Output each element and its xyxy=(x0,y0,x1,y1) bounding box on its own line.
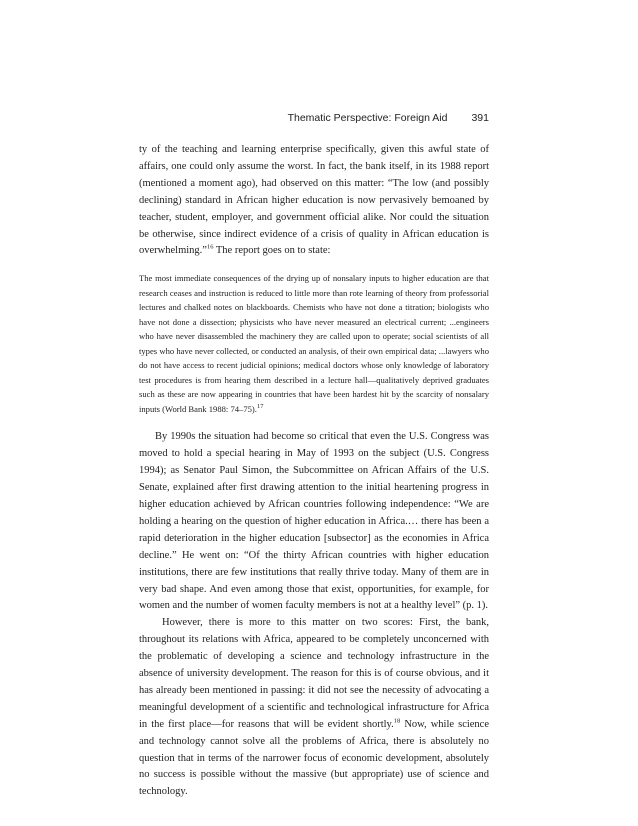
paragraph-science-technology xyxy=(139,615,489,801)
paragraph-text: ty of the teaching and learning enterprise specifically, given this awful state of affairs, one could only assume the worst. In fact, the bank itself, in its 1988 report (mentioned a moment ago), had observed on this matter: “The low (and possibly declining) standard in African higher education is now pervasively bemoaned by teacher, student, employer, and government official alike. Nor could the situation be otherwise, since indirect evidence of a crisis of quality in African education is overwhelming.” xyxy=(139,144,489,257)
running-head-title: Thematic Perspective: Foreign Aid xyxy=(287,112,448,124)
footnote-ref-16: 16 xyxy=(206,243,214,251)
page-body xyxy=(139,142,489,801)
footnote-ref-18: 18 xyxy=(393,717,401,725)
paragraph-spacer xyxy=(139,416,489,429)
block-quote-text: The most immediate consequences of the drying up of nonsalary inputs to higher education are that research ceases and instruction is reduced to little more than rote learning of theory from professorial lectures and chalked notes on blackboards. Chemists who have not done a titration; biologists who have not done a dissection; physicists who have never measured an electrical current; ...engineers who have never disassembled the machinery they are called upon to operate; social scientists of all types who have never collected, or conducted an analysis, of their own empirical data; ...lawyers who do not have access to recent judicial opinions; medical doctors whose only knowledge of laboratory test procedures is from hearing them described in a lecture hall—qualitatively deprived graduates such as these are now appearing in countries that have been hardest hit by the scarcity of nonsalary inputs (World Bank 1988: 74–75). xyxy=(139,273,489,414)
paragraph-tail: Now, while science and technology cannot solve all the problems of Africa, there is absolutely no question that in terms of the narrower focus of economic development, absolutely no success is possible without the massive (but appropriate) use of science and technology. xyxy=(139,718,489,798)
running-head xyxy=(139,112,489,124)
page-number: 391 xyxy=(471,112,489,124)
footnote-ref-17: 17 xyxy=(256,402,264,410)
paragraph-text: However, there is more to this matter on two scores: First, the bank, throughout its relations with Africa, appeared to be completely unconcerned with the problematic of developing a science and technology infrastructure in the absence of university development. The reason for this is of course obvious, and it has already been mentioned in passing: it did not see the necessity of advocating a meaningful development of a scientific and technological infrastructure for Africa in the first place—for reasons that will be evident shortly. xyxy=(139,617,489,730)
block-quote xyxy=(139,271,489,416)
paragraph-tail: The report goes on to state: xyxy=(213,245,331,257)
paragraph-congress-hearing: By 1990s the situation had become so critical that even the U.S. Congress was moved to hold a special hearing in May of 1993 on the subject (U.S. Congress 1994); as Senator Paul Simon, the Subcommittee on African Affairs of the U.S. Senate, explained after first drawing attention to the initial heartening progress in higher education achieved by African countries following independence: “We are holding a hearing on the question of higher education in Africa.… there has been a rapid deterioration in the higher education [subsector] as the economies in Africa decline.” He went on: “Of the thirty African countries with higher education institutions, there are few institutions that really thrive today. Many of them are in very bad shape. And even among those that exist, opportunities, for example, for women and the number of women faculty members is not at a healthy level” (p. 1). xyxy=(139,431,489,612)
paragraph-continued xyxy=(139,142,489,260)
